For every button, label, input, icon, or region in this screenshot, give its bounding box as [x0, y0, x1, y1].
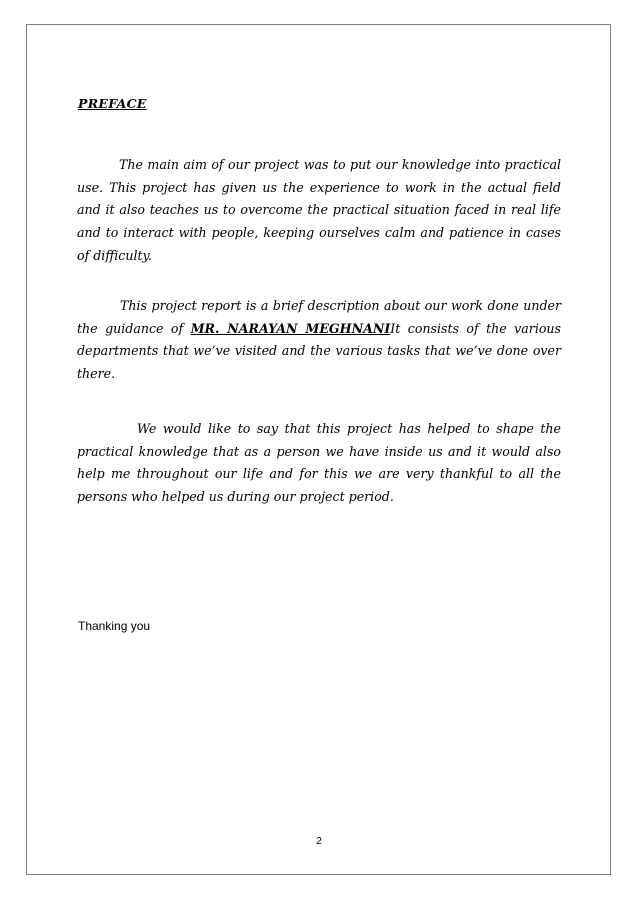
- paragraph-description: [77, 295, 561, 386]
- paragraph-description-intro: This project report is a brief description about our work done under the guidance of: [77, 298, 561, 336]
- preface-heading: PREFACE: [78, 96, 147, 111]
- guide-name: MR. NARAYAN MEGHNANI: [190, 320, 391, 336]
- closing-text: Thanking you: [78, 619, 151, 633]
- paragraph-thanks: We would like to say that this project has helped to shape the practical knowledge that as a person we have inside us and it would also help me throughout our life and for this we are very thankful to all the persons who helped us during our project period.: [77, 421, 561, 505]
- paragraph-aim: The main aim of our project was to put our knowledge into practical use. This project has given us the experience to work in the actual field and it also teaches us to overcome the practical situation faced in real life and to interact with people, keeping ourselves calm and patience in cases of difficulty.: [77, 157, 561, 263]
- page-number: 2: [316, 836, 322, 847]
- paragraph-description-rest: It consists of the various departments that we’ve visited and the various tasks that we’ve done over there.: [77, 320, 562, 382]
